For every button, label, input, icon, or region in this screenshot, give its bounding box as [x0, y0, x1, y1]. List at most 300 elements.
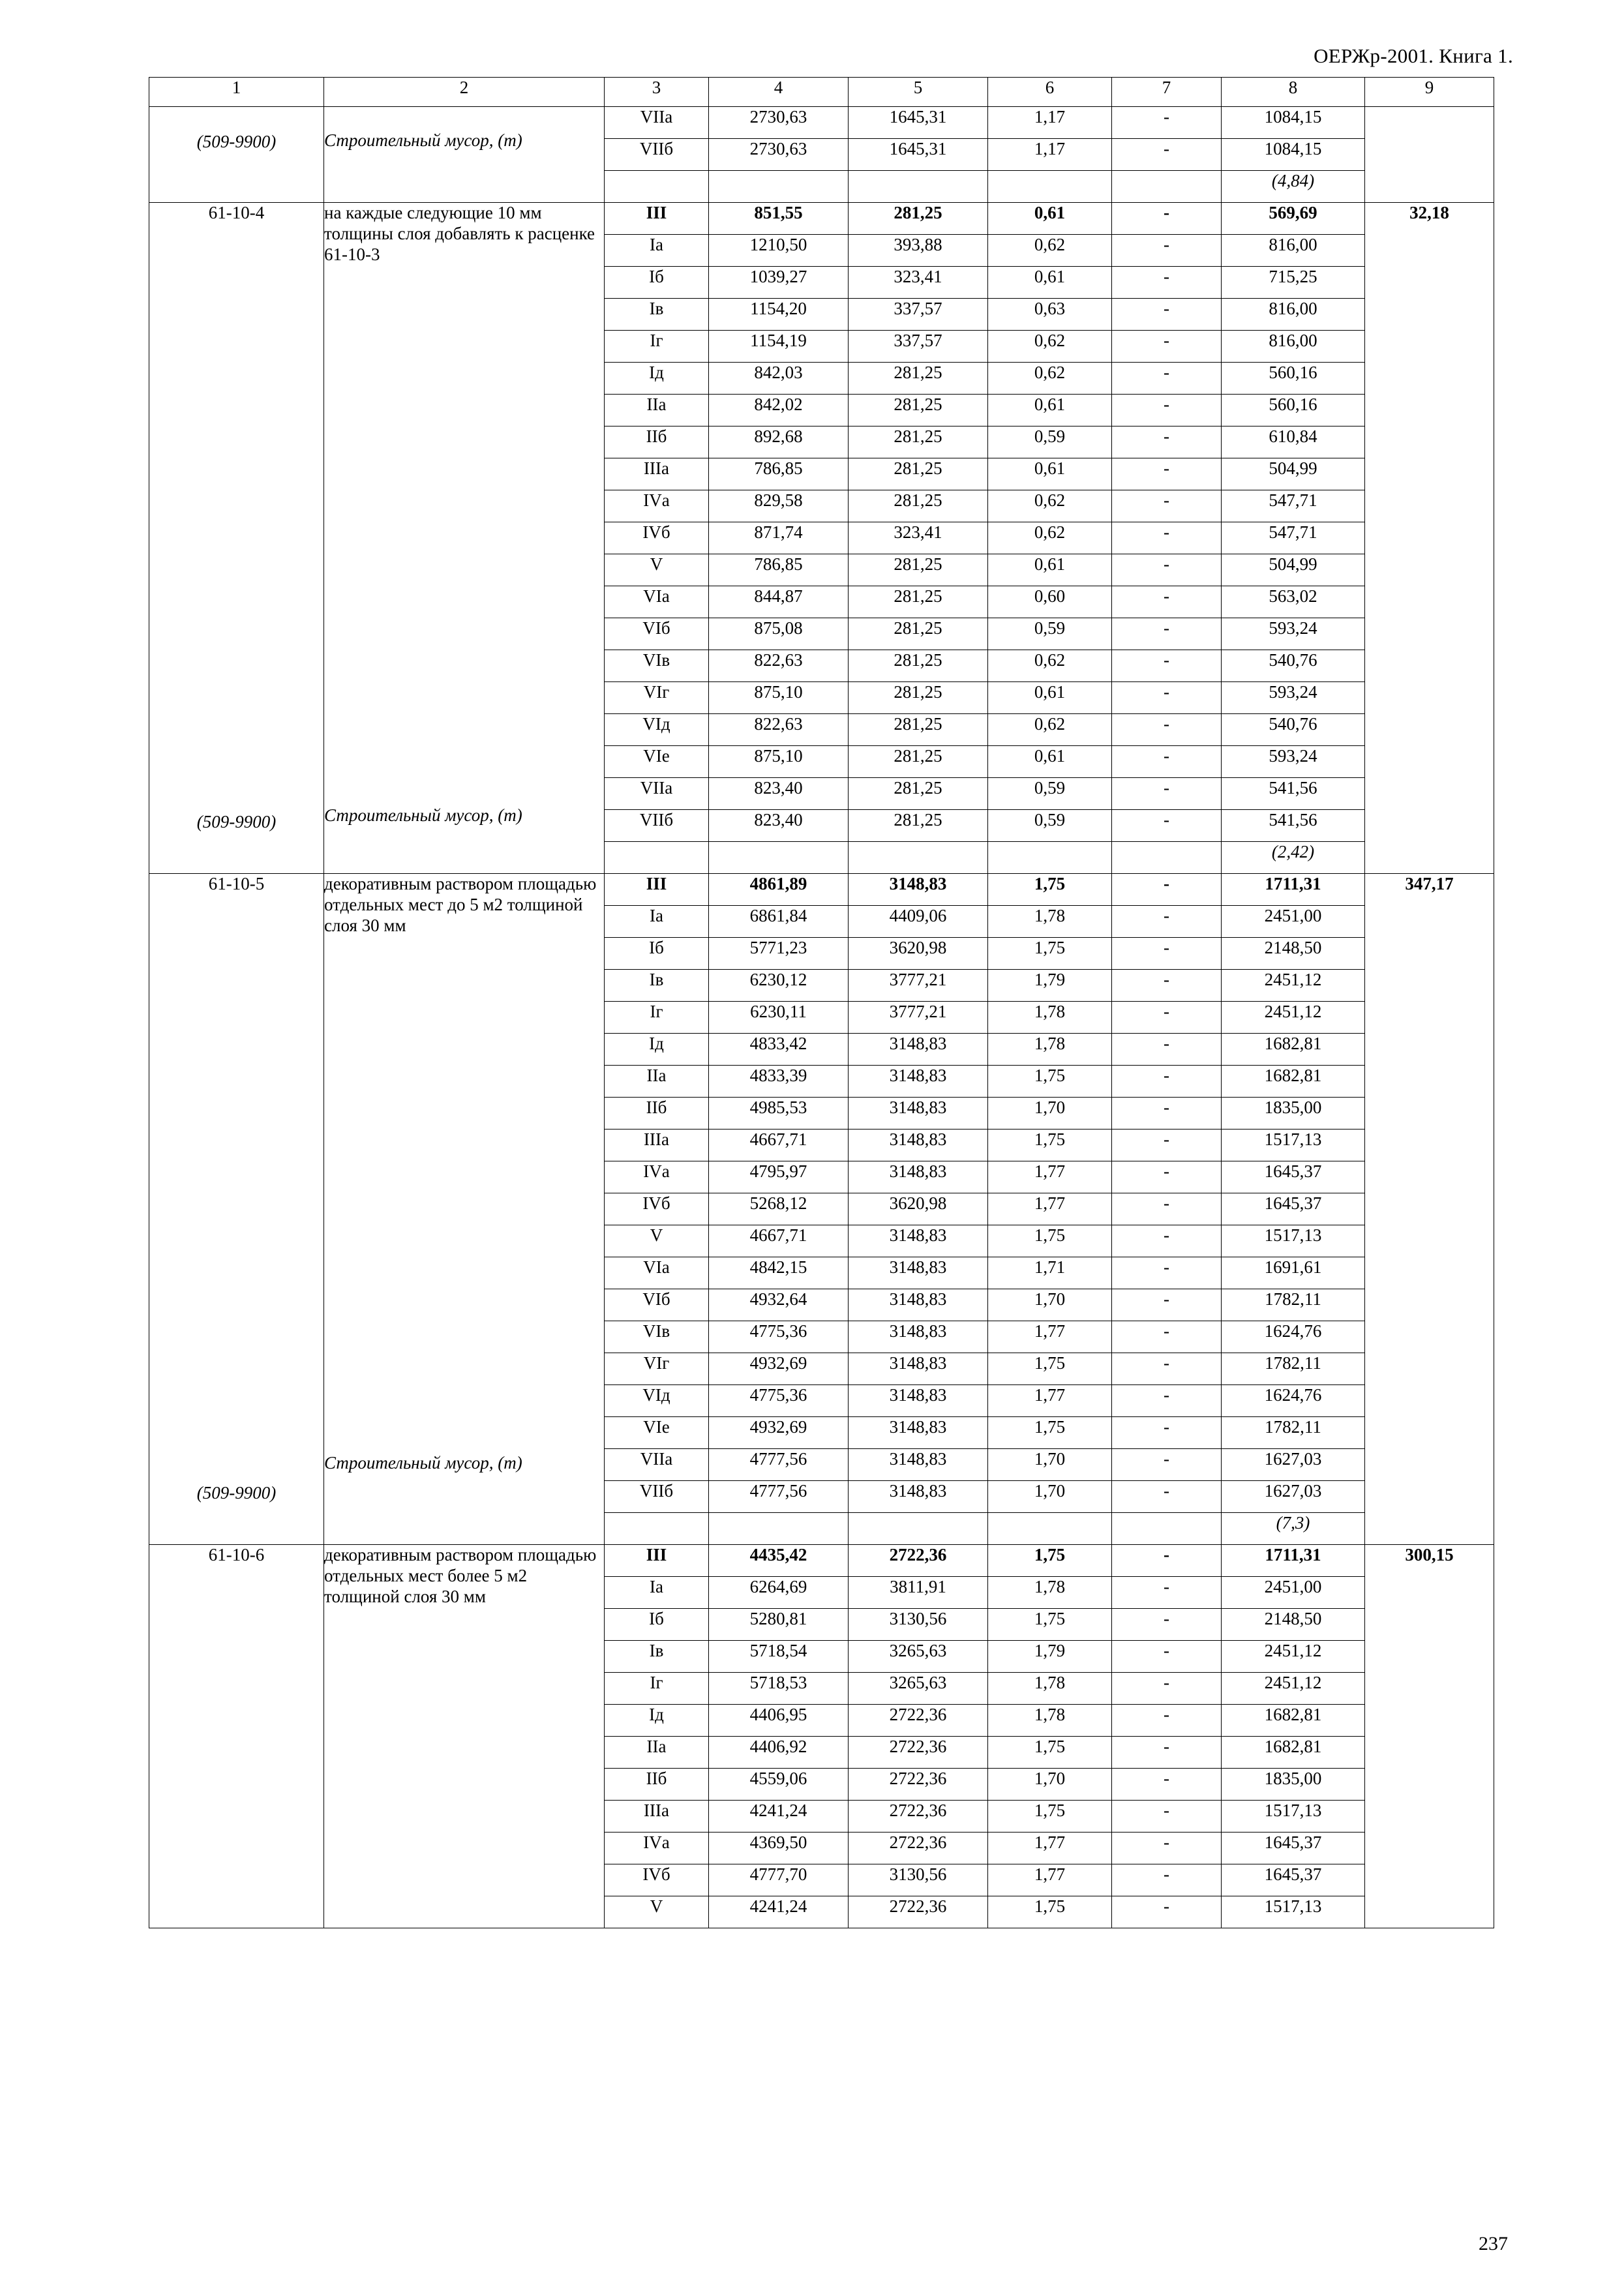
value-col8: 547,71: [1222, 522, 1365, 554]
value-col8: 593,24: [1222, 682, 1365, 714]
value-col5: 3130,56: [849, 1864, 988, 1896]
value-col4: 1154,19: [709, 331, 849, 363]
value-col8: 1517,13: [1222, 1225, 1365, 1257]
value-col8: 610,84: [1222, 426, 1365, 458]
value-col6: 1,77: [988, 1193, 1112, 1225]
value-col6: 1,75: [988, 1896, 1112, 1928]
rate-description: на каждые следующие 10 мм толщины слоя добавлять к расценке 61-10-3: [324, 203, 595, 264]
value-col8: 1682,81: [1222, 1705, 1365, 1737]
value-col5: 337,57: [849, 331, 988, 363]
category-cell: VIIб: [605, 1481, 709, 1513]
value-col4: 6230,11: [709, 1002, 849, 1034]
value-col7: -: [1112, 1705, 1222, 1737]
value-col5: 281,25: [849, 618, 988, 650]
value-col6: 0,62: [988, 522, 1112, 554]
value-col5: 281,25: [849, 586, 988, 618]
value-col4: 2730,63: [709, 107, 849, 139]
category-cell: III: [605, 203, 709, 235]
category-cell: VIб: [605, 1289, 709, 1321]
debris-empty-category: [605, 171, 709, 203]
value-col7: -: [1112, 1353, 1222, 1385]
value-col8: 816,00: [1222, 235, 1365, 267]
value-col5: 3148,83: [849, 1225, 988, 1257]
category-cell: VIе: [605, 1417, 709, 1449]
value-col5: 3265,63: [849, 1673, 988, 1705]
table-row: [149, 1545, 1494, 1577]
value-col4: 844,87: [709, 586, 849, 618]
value-col7: -: [1112, 650, 1222, 682]
value-col7: -: [1112, 1257, 1222, 1289]
value-col6: 0,62: [988, 650, 1112, 682]
value-col4: 4667,71: [709, 1130, 849, 1161]
value-col7: -: [1112, 522, 1222, 554]
value-col5: 281,25: [849, 714, 988, 746]
value-col6: 0,61: [988, 203, 1112, 235]
value-col6: 1,75: [988, 1609, 1112, 1641]
value-col5: 3148,83: [849, 874, 988, 906]
value-col7: -: [1112, 267, 1222, 299]
value-col6: 1,78: [988, 1577, 1112, 1609]
value-col8: 560,16: [1222, 363, 1365, 395]
value-col4: 5268,12: [709, 1193, 849, 1225]
debris-empty-col6: [988, 1513, 1112, 1545]
category-cell: VIд: [605, 1385, 709, 1417]
category-cell: Iа: [605, 235, 709, 267]
value-col5: 3811,91: [849, 1577, 988, 1609]
category-cell: VIд: [605, 714, 709, 746]
value-col5: 3148,83: [849, 1098, 988, 1130]
value-col4: 4861,89: [709, 874, 849, 906]
value-col7: -: [1112, 1225, 1222, 1257]
value-col6: 1,75: [988, 1417, 1112, 1449]
value-col7: -: [1112, 1449, 1222, 1481]
debris-value: (7,3): [1222, 1513, 1365, 1545]
value-col6: 1,75: [988, 1353, 1112, 1385]
value-col7: -: [1112, 1481, 1222, 1513]
value-col7: -: [1112, 1130, 1222, 1161]
value-col8: 816,00: [1222, 299, 1365, 331]
value-col4: 6230,12: [709, 970, 849, 1002]
value-col8: 1517,13: [1222, 1896, 1365, 1928]
debris-empty-col7: [1112, 842, 1222, 874]
value-col6: 0,61: [988, 682, 1112, 714]
value-col6: 1,75: [988, 874, 1112, 906]
total-cell: 347,17: [1365, 874, 1494, 1545]
value-col7: -: [1112, 906, 1222, 938]
value-col4: 875,10: [709, 746, 849, 778]
value-col4: 4777,70: [709, 1864, 849, 1896]
category-cell: IVа: [605, 490, 709, 522]
value-col5: 1645,31: [849, 139, 988, 171]
value-col6: 1,78: [988, 1002, 1112, 1034]
value-col4: 5280,81: [709, 1609, 849, 1641]
category-cell: III: [605, 874, 709, 906]
value-col6: 1,70: [988, 1769, 1112, 1801]
value-col5: 3148,83: [849, 1417, 988, 1449]
category-cell: IIа: [605, 1737, 709, 1769]
value-col8: 1645,37: [1222, 1161, 1365, 1193]
value-col5: 3777,21: [849, 1002, 988, 1034]
value-col6: 1,75: [988, 1737, 1112, 1769]
value-col7: -: [1112, 1289, 1222, 1321]
value-col6: 1,75: [988, 1801, 1112, 1833]
value-col5: 3148,83: [849, 1353, 988, 1385]
value-col6: 0,63: [988, 299, 1112, 331]
category-cell: IIIа: [605, 1801, 709, 1833]
value-col4: 6861,84: [709, 906, 849, 938]
value-col4: 4777,56: [709, 1449, 849, 1481]
value-col4: 842,02: [709, 395, 849, 426]
value-col7: -: [1112, 331, 1222, 363]
value-col5: 3130,56: [849, 1609, 988, 1641]
value-col7: -: [1112, 586, 1222, 618]
category-cell: Iг: [605, 1002, 709, 1034]
category-cell: Iв: [605, 1641, 709, 1673]
value-col7: -: [1112, 618, 1222, 650]
value-col4: 4775,36: [709, 1385, 849, 1417]
column-number-2: 2: [324, 78, 605, 107]
value-col5: 1645,31: [849, 107, 988, 139]
debris-empty-col4: [709, 842, 849, 874]
value-col8: 1645,37: [1222, 1833, 1365, 1864]
category-cell: VIв: [605, 1321, 709, 1353]
table-row: [149, 107, 1494, 139]
category-cell: Iб: [605, 267, 709, 299]
value-col4: 4842,15: [709, 1257, 849, 1289]
value-col7: -: [1112, 1066, 1222, 1098]
value-col4: 5771,23: [709, 938, 849, 970]
value-col5: 281,25: [849, 203, 988, 235]
value-col7: -: [1112, 1801, 1222, 1833]
value-col4: 4406,92: [709, 1737, 849, 1769]
value-col5: 2722,36: [849, 1833, 988, 1864]
debris-empty-col6: [988, 171, 1112, 203]
category-cell: Iг: [605, 1673, 709, 1705]
value-col7: -: [1112, 714, 1222, 746]
value-col7: -: [1112, 1833, 1222, 1864]
value-col8: 1682,81: [1222, 1066, 1365, 1098]
category-cell: VIа: [605, 1257, 709, 1289]
category-cell: Iд: [605, 363, 709, 395]
value-col8: 715,25: [1222, 267, 1365, 299]
value-col7: -: [1112, 1002, 1222, 1034]
value-col8: 1835,00: [1222, 1098, 1365, 1130]
value-col5: 281,25: [849, 810, 988, 842]
value-col5: 3148,83: [849, 1130, 988, 1161]
value-col8: 560,16: [1222, 395, 1365, 426]
value-col5: 2722,36: [849, 1769, 988, 1801]
value-col6: 1,75: [988, 1066, 1112, 1098]
value-col7: -: [1112, 235, 1222, 267]
debris-empty-col7: [1112, 171, 1222, 203]
value-col5: 393,88: [849, 235, 988, 267]
value-col8: 1682,81: [1222, 1034, 1365, 1066]
value-col7: -: [1112, 1896, 1222, 1928]
debris-code: (509-9900): [196, 132, 277, 151]
value-col5: 3148,83: [849, 1066, 988, 1098]
value-col8: 2451,00: [1222, 1577, 1365, 1609]
category-cell: Iд: [605, 1705, 709, 1737]
value-col8: 541,56: [1222, 778, 1365, 810]
value-col6: 0,61: [988, 746, 1112, 778]
debris-label: Строительный мусор, (т): [324, 1452, 522, 1473]
value-col4: 4795,97: [709, 1161, 849, 1193]
category-cell: VIг: [605, 682, 709, 714]
value-col7: -: [1112, 810, 1222, 842]
debris-empty-col5: [849, 1513, 988, 1545]
value-col8: 2451,12: [1222, 1641, 1365, 1673]
total-cell: 32,18: [1365, 203, 1494, 874]
value-col4: 4932,69: [709, 1417, 849, 1449]
rate-description: декоративным раствором площадью отдельных мест более 5 м2 толщиной слоя 30 мм: [324, 1545, 597, 1606]
category-cell: VIе: [605, 746, 709, 778]
value-col8: 2148,50: [1222, 1609, 1365, 1641]
value-col7: -: [1112, 1673, 1222, 1705]
category-cell: Iб: [605, 1609, 709, 1641]
value-col5: 3148,83: [849, 1161, 988, 1193]
value-col5: 337,57: [849, 299, 988, 331]
value-col7: -: [1112, 970, 1222, 1002]
value-col5: 281,25: [849, 746, 988, 778]
value-col5: 3148,83: [849, 1385, 988, 1417]
column-number-7: 7: [1112, 78, 1222, 107]
value-col6: 1,70: [988, 1481, 1112, 1513]
category-cell: Iа: [605, 906, 709, 938]
value-col8: 1084,15: [1222, 107, 1365, 139]
value-col6: 0,62: [988, 714, 1112, 746]
debris-empty-col7: [1112, 1513, 1222, 1545]
debris-empty-col6: [988, 842, 1112, 874]
page-header: ОЕРЖр-2001. Книга 1.: [1314, 44, 1513, 67]
value-col6: 1,75: [988, 1545, 1112, 1577]
value-col8: 540,76: [1222, 650, 1365, 682]
value-col5: 3777,21: [849, 970, 988, 1002]
value-col4: 4559,06: [709, 1769, 849, 1801]
value-col8: 541,56: [1222, 810, 1365, 842]
total-cell: [1365, 107, 1494, 203]
value-col7: -: [1112, 139, 1222, 171]
value-col6: 0,60: [988, 586, 1112, 618]
value-col4: 875,08: [709, 618, 849, 650]
value-col6: 0,59: [988, 810, 1112, 842]
value-col4: 4406,95: [709, 1705, 849, 1737]
value-col7: -: [1112, 395, 1222, 426]
rate-description: декоративным раствором площадью отдельных мест до 5 м2 толщиной слоя 30 мм: [324, 874, 597, 935]
value-col4: 823,40: [709, 778, 849, 810]
value-col5: 2722,36: [849, 1545, 988, 1577]
value-col6: 1,71: [988, 1257, 1112, 1289]
category-cell: Iв: [605, 299, 709, 331]
value-col8: 2451,12: [1222, 1673, 1365, 1705]
debris-value: (2,42): [1222, 842, 1365, 874]
value-col7: -: [1112, 874, 1222, 906]
value-col5: 281,25: [849, 650, 988, 682]
value-col4: 875,10: [709, 682, 849, 714]
value-col6: 1,70: [988, 1449, 1112, 1481]
value-col8: 540,76: [1222, 714, 1365, 746]
category-cell: VIб: [605, 618, 709, 650]
value-col5: 2722,36: [849, 1737, 988, 1769]
value-col5: 3148,83: [849, 1449, 988, 1481]
rate-description-cell: [324, 107, 605, 203]
value-col4: 842,03: [709, 363, 849, 395]
value-col4: 871,74: [709, 522, 849, 554]
value-col7: -: [1112, 426, 1222, 458]
value-col6: 1,77: [988, 1864, 1112, 1896]
value-col8: 2451,12: [1222, 970, 1365, 1002]
value-col6: 1,77: [988, 1161, 1112, 1193]
debris-value: (4,84): [1222, 171, 1365, 203]
category-cell: V: [605, 1225, 709, 1257]
value-col8: 547,71: [1222, 490, 1365, 522]
value-col5: 3265,63: [849, 1641, 988, 1673]
value-col4: 4833,39: [709, 1066, 849, 1098]
value-col6: 1,77: [988, 1385, 1112, 1417]
value-col4: 851,55: [709, 203, 849, 235]
value-col4: 4435,42: [709, 1545, 849, 1577]
value-col6: 1,79: [988, 970, 1112, 1002]
column-number-9: 9: [1365, 78, 1494, 107]
value-col5: 281,25: [849, 363, 988, 395]
value-col6: 0,59: [988, 778, 1112, 810]
value-col7: -: [1112, 1098, 1222, 1130]
value-col6: 0,59: [988, 426, 1112, 458]
value-col7: -: [1112, 1864, 1222, 1896]
column-number-4: 4: [709, 78, 849, 107]
column-number-row: [149, 78, 1494, 107]
rate-code-cell: [149, 107, 324, 203]
value-col8: 1782,11: [1222, 1353, 1365, 1385]
value-col8: 1645,37: [1222, 1193, 1365, 1225]
value-col5: 3620,98: [849, 938, 988, 970]
debris-label: Строительный мусор, (т): [324, 130, 522, 150]
column-number-3: 3: [605, 78, 709, 107]
category-cell: VIIа: [605, 107, 709, 139]
column-number-1: 1: [149, 78, 324, 107]
value-col4: 4241,24: [709, 1896, 849, 1928]
value-col5: 281,25: [849, 682, 988, 714]
value-col4: 4775,36: [709, 1321, 849, 1353]
rate-description-cell: [324, 203, 605, 874]
value-col4: 6264,69: [709, 1577, 849, 1609]
value-col7: -: [1112, 554, 1222, 586]
value-col6: 1,78: [988, 1673, 1112, 1705]
value-col6: 0,61: [988, 395, 1112, 426]
value-col7: -: [1112, 1641, 1222, 1673]
value-col4: 829,58: [709, 490, 849, 522]
value-col6: 1,75: [988, 938, 1112, 970]
value-col6: 1,75: [988, 1130, 1112, 1161]
value-col5: 3148,83: [849, 1481, 988, 1513]
value-col8: 2451,00: [1222, 906, 1365, 938]
value-col7: -: [1112, 1545, 1222, 1577]
value-col5: 281,25: [849, 554, 988, 586]
value-col8: 1782,11: [1222, 1289, 1365, 1321]
value-col6: 1,78: [988, 1705, 1112, 1737]
value-col8: 1517,13: [1222, 1801, 1365, 1833]
category-cell: III: [605, 1545, 709, 1577]
page-number: 237: [1479, 2233, 1508, 2254]
table-row: [149, 874, 1494, 906]
value-col7: -: [1112, 1321, 1222, 1353]
value-col7: -: [1112, 1161, 1222, 1193]
value-col8: 1691,61: [1222, 1257, 1365, 1289]
value-col7: -: [1112, 490, 1222, 522]
value-col7: -: [1112, 1609, 1222, 1641]
value-col6: 1,77: [988, 1833, 1112, 1864]
debris-empty-col4: [709, 171, 849, 203]
value-col5: 2722,36: [849, 1801, 988, 1833]
category-cell: IVа: [605, 1161, 709, 1193]
category-cell: IVб: [605, 1193, 709, 1225]
value-col6: 0,61: [988, 267, 1112, 299]
value-col4: 4369,50: [709, 1833, 849, 1864]
value-col8: 1835,00: [1222, 1769, 1365, 1801]
value-col5: 281,25: [849, 395, 988, 426]
category-cell: IIб: [605, 1769, 709, 1801]
value-col4: 4241,24: [709, 1801, 849, 1833]
value-col4: 822,63: [709, 714, 849, 746]
value-col6: 1,79: [988, 1641, 1112, 1673]
value-col8: 1627,03: [1222, 1449, 1365, 1481]
value-col7: -: [1112, 299, 1222, 331]
category-cell: Iа: [605, 1577, 709, 1609]
column-number-5: 5: [849, 78, 988, 107]
rate-description-cell: [324, 1545, 605, 1928]
value-col8: 1682,81: [1222, 1737, 1365, 1769]
value-col5: 281,25: [849, 426, 988, 458]
category-cell: IIа: [605, 395, 709, 426]
category-cell: Iв: [605, 970, 709, 1002]
value-col7: -: [1112, 1385, 1222, 1417]
value-col4: 5718,53: [709, 1673, 849, 1705]
value-col4: 822,63: [709, 650, 849, 682]
value-col8: 1084,15: [1222, 139, 1365, 171]
value-col4: 786,85: [709, 554, 849, 586]
value-col6: 1,77: [988, 1321, 1112, 1353]
value-col5: 281,25: [849, 490, 988, 522]
value-col8: 569,69: [1222, 203, 1365, 235]
value-col6: 0,59: [988, 618, 1112, 650]
value-col8: 593,24: [1222, 618, 1365, 650]
category-cell: IIб: [605, 1098, 709, 1130]
debris-empty-col5: [849, 171, 988, 203]
value-col5: 3148,83: [849, 1289, 988, 1321]
category-cell: IIIа: [605, 1130, 709, 1161]
value-col8: 504,99: [1222, 458, 1365, 490]
value-col5: 281,25: [849, 778, 988, 810]
value-col4: 1210,50: [709, 235, 849, 267]
rate-code: 61-10-6: [208, 1545, 265, 1564]
value-col8: 563,02: [1222, 586, 1365, 618]
debris-label: Строительный мусор, (т): [324, 805, 522, 825]
category-cell: VIа: [605, 586, 709, 618]
value-col8: 2148,50: [1222, 938, 1365, 970]
value-col6: 1,75: [988, 1225, 1112, 1257]
value-col5: 2722,36: [849, 1705, 988, 1737]
value-col4: 786,85: [709, 458, 849, 490]
value-col4: 4833,42: [709, 1034, 849, 1066]
value-col5: 3148,83: [849, 1034, 988, 1066]
value-col8: 1624,76: [1222, 1321, 1365, 1353]
value-col4: 4932,69: [709, 1353, 849, 1385]
value-col7: -: [1112, 1577, 1222, 1609]
value-col7: -: [1112, 1193, 1222, 1225]
debris-code: (509-9900): [196, 811, 277, 831]
value-col7: -: [1112, 778, 1222, 810]
category-cell: V: [605, 554, 709, 586]
rate-code: 61-10-5: [208, 874, 265, 893]
